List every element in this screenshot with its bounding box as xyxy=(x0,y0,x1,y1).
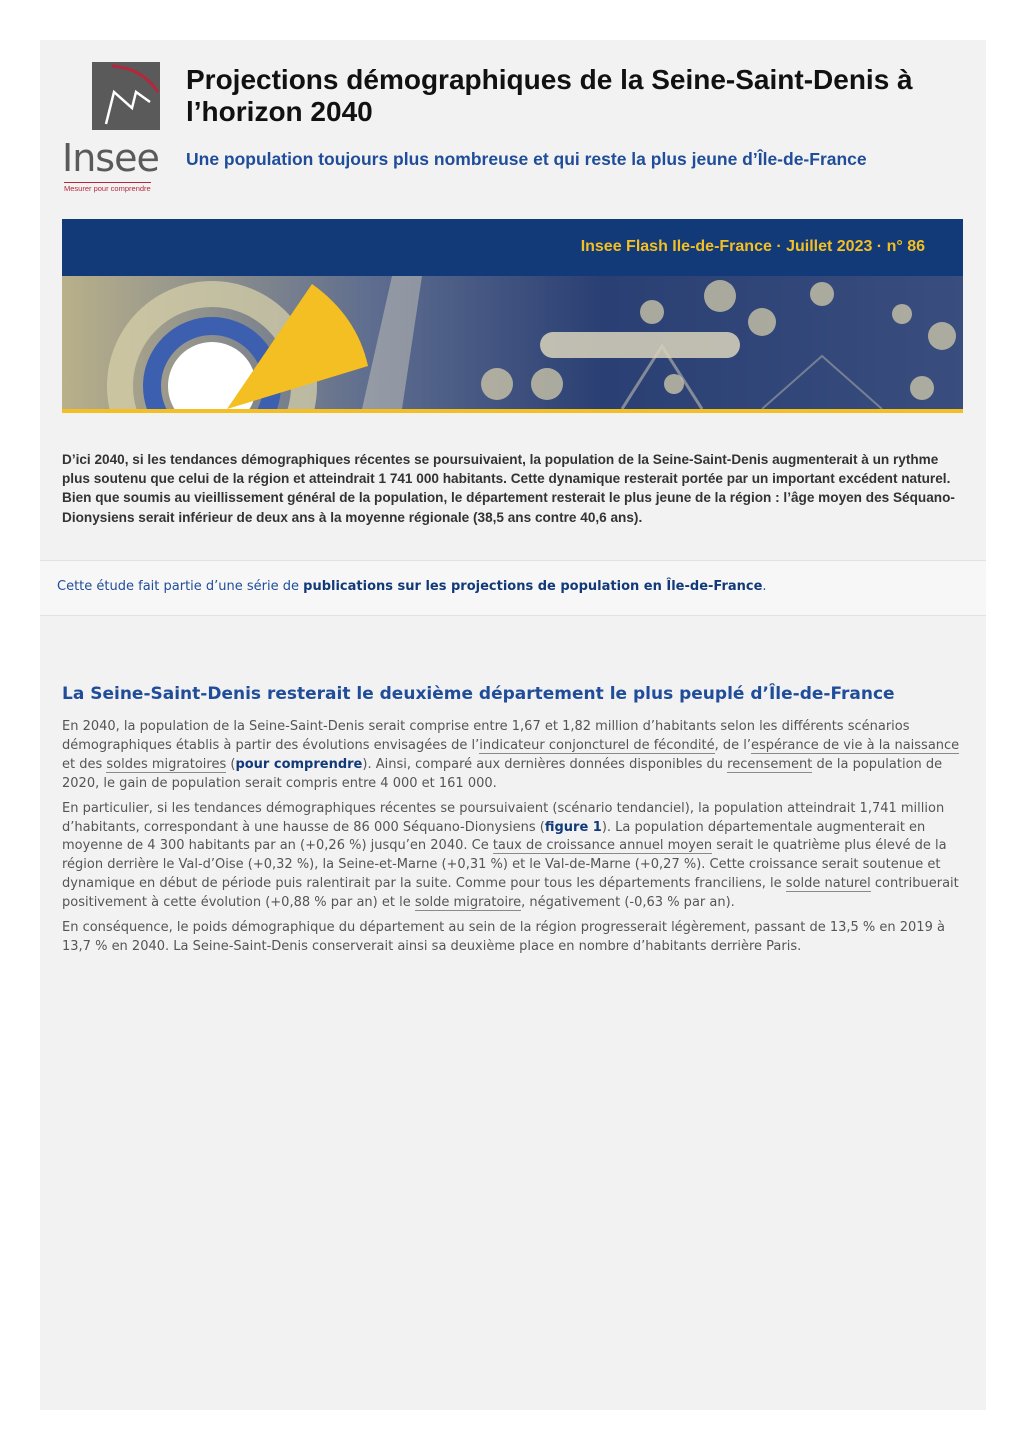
glossary-link[interactable]: solde naturel xyxy=(785,876,871,892)
series-link[interactable]: publications sur les projections de population en Île-de-France xyxy=(303,579,763,594)
publication-banner xyxy=(62,219,963,276)
figure-1-link[interactable]: figure 1 xyxy=(544,819,602,835)
logo-emblem-icon xyxy=(92,62,160,130)
paragraph-2: En particulier, si les tendances démographiques récentes se poursuivaient (scénario tendanciel), la population atteindrait 1,741 million d’habitants, correspondant à une hausse de 86 000 Séquano-Dionysiens (figure 1). La population départementale augmenterait en moyenne de 4 300 habitants par an (+0,26 %) jusqu’en 2040. Ce taux de croissance annuel moyen serait le quatrième plus élevé de la région derrière le Val-d’Oise (+0,32 %), la Seine-et-Marne (+0,31 %) et le Val-de-Marne (+0,27 %). Cette croissance serait soutenue et dynamique en début de période puis ralentirait par la suite. Comme pour tous les départements franciliens, le solde naturel contribuerait positivement à cette évolution (+0,88 % par an) et le solde migratoire, négativement (-0,63 % par an). xyxy=(62,800,959,911)
glossary-link[interactable]: solde migratoire xyxy=(414,895,522,911)
logo-name: Insee xyxy=(62,136,159,180)
pour-comprendre-link[interactable]: pour comprendre xyxy=(235,756,363,772)
glossary-link[interactable]: espérance de vie à la naissance xyxy=(750,737,960,753)
banner-illustration xyxy=(62,276,963,413)
series-note xyxy=(40,560,986,616)
page-title: Projections démographiques de la Seine-Saint-Denis à l’horizon 2040 xyxy=(186,64,913,127)
section-title: La Seine-Saint-Denis resterait le deuxième département le plus peuplé d’Île-de-France xyxy=(62,684,895,704)
publication-label: Insee Flash Ile-de-France · Juillet 2023 · n° 86 xyxy=(580,238,925,255)
intro-summary: D’ici 2040, si les tendances démographiques récentes se poursuivaient, la population de la Seine-Saint-Denis augmenterait à un rythme plus soutenu que celui de la région et atteindrait 1 741 000 habitants. Cette dynamique resterait portée par un important excédent naturel. Bien que soumis au vieillissement général de la population, le département resterait le plus jeune de la région : l’âge moyen des Séquano-Dionysiens serait inférieur de deux ans à la moyenne régionale (38,5 ans contre 40,6 ans). xyxy=(62,452,955,525)
page xyxy=(40,40,986,1410)
glossary-link[interactable]: taux de croissance annuel moyen xyxy=(492,838,713,854)
series-note-text xyxy=(57,579,767,594)
paragraph-3: En conséquence, le poids démographique du département au sein de la région progresserait légèrement, passant de 13,5 % en 2019 à 13,7 % en 2040. La Seine-Saint-Denis conserverait ainsi sa deuxième place en nombre d’habitants derrière Paris. xyxy=(62,920,945,954)
insee-logo[interactable] xyxy=(62,60,166,193)
section-body xyxy=(62,718,967,963)
series-prefix: Cette étude fait partie d’une série de xyxy=(57,579,304,594)
glossary-link[interactable]: soldes migratoires xyxy=(106,756,227,772)
logo-tagline: Mesurer pour comprendre xyxy=(64,184,151,193)
paragraph-1: En 2040, la population de la Seine-Saint-Denis serait comprise entre 1,67 et 1,82 million d’habitants selon les différents scénarios démographiques établis à partir des évolutions envisagées de l’indicateur conjoncturel de fécondité, de l’espérance de vie à la naissance et des soldes migratoires (pour comprendre). Ainsi, comparé aux dernières données disponibles du recensement de la population de 2020, le gain de population serait compris entre 4 000 et 161 000. xyxy=(62,719,960,791)
glossary-link[interactable]: recensement xyxy=(727,756,813,772)
series-suffix: . xyxy=(762,579,767,594)
page-subtitle: Une population toujours plus nombreuse et qui reste la plus jeune d’Île-de-France xyxy=(186,149,867,169)
glossary-link[interactable]: indicateur conjoncturel de fécondité xyxy=(479,737,715,753)
